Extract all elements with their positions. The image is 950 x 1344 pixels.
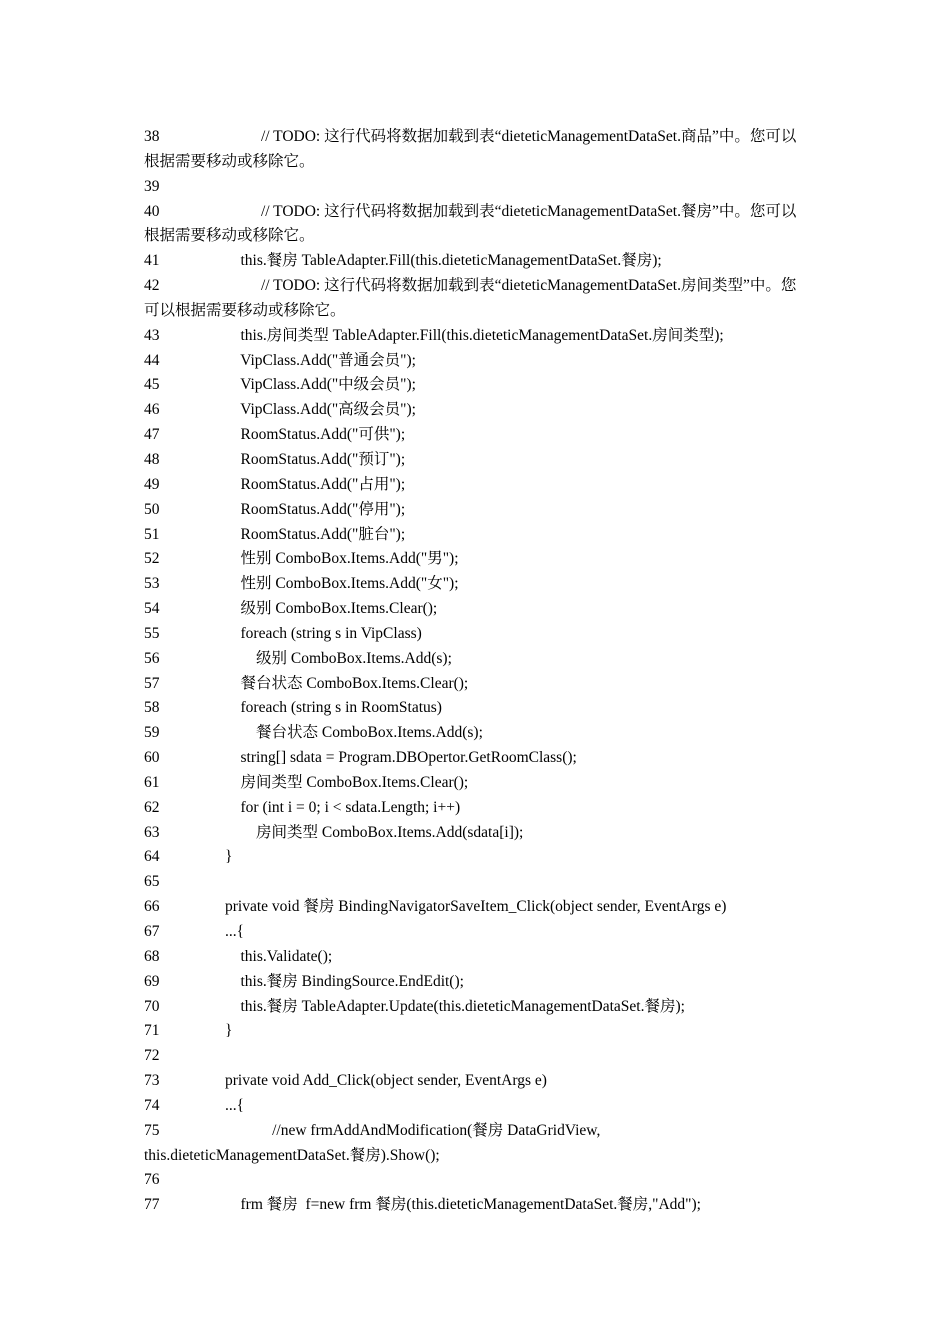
line-number: 69: [144, 972, 160, 990]
code-line: [144, 821, 809, 846]
code-line: [144, 721, 809, 746]
line-number: 57: [144, 674, 160, 692]
code-text: this.餐房 TableAdapter.Update(this.dieteticManagementDataSet.餐房);: [194, 997, 685, 1015]
line-number: 73: [144, 1072, 160, 1090]
line-number: 62: [144, 798, 160, 816]
code-text: 房间类型 ComboBox.Items.Clear();: [194, 773, 469, 791]
line-number: 50: [144, 500, 160, 518]
code-text: this.Validate();: [194, 947, 333, 965]
code-text: 性别 ComboBox.Items.Add("男");: [194, 550, 459, 568]
code-text: // TODO: 这行代码将数据加载到表“dieteticManagementDataSet.商品”中。您可以根据需要移动或移除它。: [144, 128, 797, 170]
code-text: string[] sdata = Program.DBOpertor.GetRoomClass();: [194, 749, 577, 767]
code-line: [144, 1044, 809, 1069]
line-number: 60: [144, 749, 160, 767]
code-text: this.餐房 BindingSource.EndEdit();: [194, 972, 464, 990]
code-line: [144, 597, 809, 622]
code-text: 级别 ComboBox.Items.Add(s);: [194, 649, 452, 667]
code-line: [144, 473, 809, 498]
code-line: [144, 373, 809, 398]
line-number: 51: [144, 525, 160, 543]
line-number: 40: [144, 202, 160, 220]
code-text: ...{: [194, 923, 245, 940]
line-number: 71: [144, 1022, 160, 1040]
code-text: 级别 ComboBox.Items.Clear();: [194, 600, 438, 618]
code-line: [144, 349, 809, 374]
code-text: VipClass.Add("普通会员");: [194, 351, 416, 369]
code-line: [144, 423, 809, 448]
code-text: 性别 ComboBox.Items.Add("女");: [194, 575, 459, 593]
code-line: [144, 647, 809, 672]
code-line: [144, 672, 809, 697]
code-line: [144, 498, 809, 523]
code-line: [144, 572, 809, 597]
code-text: // TODO: 这行代码将数据加载到表“dieteticManagementDataSet.餐房”中。您可以根据需要移动或移除它。: [144, 202, 797, 245]
line-number: 58: [144, 699, 160, 717]
line-number: 77: [144, 1196, 160, 1214]
code-text: foreach (string s in RoomStatus): [194, 699, 442, 717]
line-number: 67: [144, 923, 160, 940]
line-number: 49: [144, 475, 160, 493]
code-line: [144, 448, 809, 473]
code-text: foreach (string s in VipClass): [194, 624, 422, 642]
code-line: [144, 274, 809, 324]
code-text: 餐台状态 ComboBox.Items.Clear();: [194, 674, 469, 692]
code-line: [144, 1168, 809, 1193]
code-text: }: [194, 848, 233, 866]
code-line: [144, 175, 809, 200]
code-text: RoomStatus.Add("预订");: [194, 450, 406, 468]
code-text: frm 餐房 f=new frm 餐房(this.dieteticManagementDataSet.餐房,"Add");: [194, 1196, 701, 1214]
line-number: 75: [144, 1121, 160, 1139]
line-number: 54: [144, 600, 160, 618]
code-line: [144, 970, 809, 995]
line-number: 44: [144, 351, 160, 369]
code-line: [144, 1193, 809, 1218]
line-number: 52: [144, 550, 160, 568]
code-text: VipClass.Add("高级会员");: [194, 401, 416, 419]
code-line: [144, 547, 809, 572]
code-line: [144, 796, 809, 821]
line-number: 47: [144, 426, 160, 444]
code-line: [144, 771, 809, 796]
code-line: [144, 249, 809, 274]
code-text: }: [194, 1022, 233, 1040]
line-number: 74: [144, 1096, 160, 1114]
code-text: for (int i = 0; i < sdata.Length; i++): [194, 798, 461, 816]
code-line: [144, 696, 809, 721]
code-text: VipClass.Add("中级会员");: [194, 376, 416, 394]
line-number: 56: [144, 649, 160, 667]
code-text: RoomStatus.Add("占用");: [194, 475, 406, 493]
line-number: 59: [144, 724, 160, 742]
code-line: [144, 1094, 809, 1119]
code-text: //new frmAddAndModification(餐房 DataGridView, this.dieteticManagementDataSet.餐房).Show();: [144, 1121, 601, 1164]
code-line: [144, 125, 809, 175]
code-line: [144, 622, 809, 647]
line-number: 66: [144, 898, 160, 916]
line-number: 45: [144, 376, 160, 394]
line-number: 38: [144, 128, 160, 145]
line-number: 55: [144, 624, 160, 642]
code-line: [144, 1119, 809, 1169]
line-number: 42: [144, 277, 160, 295]
line-number: 76: [144, 1171, 160, 1189]
line-number: 68: [144, 947, 160, 965]
code-line: [144, 398, 809, 423]
line-number: 43: [144, 326, 160, 344]
line-number: 41: [144, 252, 160, 270]
code-text: RoomStatus.Add("停用");: [194, 500, 406, 518]
code-text: private void 餐房 BindingNavigatorSaveItem_Click(object sender, EventArgs e): [194, 898, 727, 916]
code-text: 餐台状态 ComboBox.Items.Add(s);: [194, 724, 483, 742]
line-number: 53: [144, 575, 160, 593]
line-number: 64: [144, 848, 160, 866]
code-text: this.餐房 TableAdapter.Fill(this.dieteticManagementDataSet.餐房);: [194, 252, 662, 270]
code-text: // TODO: 这行代码将数据加载到表“dieteticManagementDataSet.房间类型”中。您可以根据需要移动或移除它。: [144, 277, 797, 319]
line-number: 65: [144, 873, 160, 891]
code-line: [144, 1019, 809, 1044]
line-number: 63: [144, 823, 160, 841]
code-listing: [144, 125, 809, 1218]
code-line: [144, 1069, 809, 1094]
code-text: RoomStatus.Add("脏台");: [194, 525, 406, 543]
code-line: [144, 945, 809, 970]
code-text: private void Add_Click(object sender, EventArgs e): [194, 1072, 547, 1090]
code-text: ...{: [194, 1096, 245, 1114]
line-number: 70: [144, 997, 160, 1015]
code-line: [144, 995, 809, 1020]
line-number: 72: [144, 1047, 160, 1065]
code-line: [144, 895, 809, 920]
code-text: RoomStatus.Add("可供");: [194, 426, 406, 444]
code-line: [144, 920, 809, 945]
code-line: [144, 523, 809, 548]
code-text: this.房间类型 TableAdapter.Fill(this.dieteticManagementDataSet.房间类型);: [194, 326, 724, 344]
code-line: [144, 200, 809, 250]
code-line: [144, 746, 809, 771]
line-number: 46: [144, 401, 160, 419]
line-number: 39: [144, 177, 160, 195]
code-text: 房间类型 ComboBox.Items.Add(sdata[i]);: [194, 823, 524, 841]
code-line: [144, 845, 809, 870]
line-number: 48: [144, 450, 160, 468]
line-number: 61: [144, 773, 160, 791]
code-line: [144, 324, 809, 349]
code-line: [144, 870, 809, 895]
